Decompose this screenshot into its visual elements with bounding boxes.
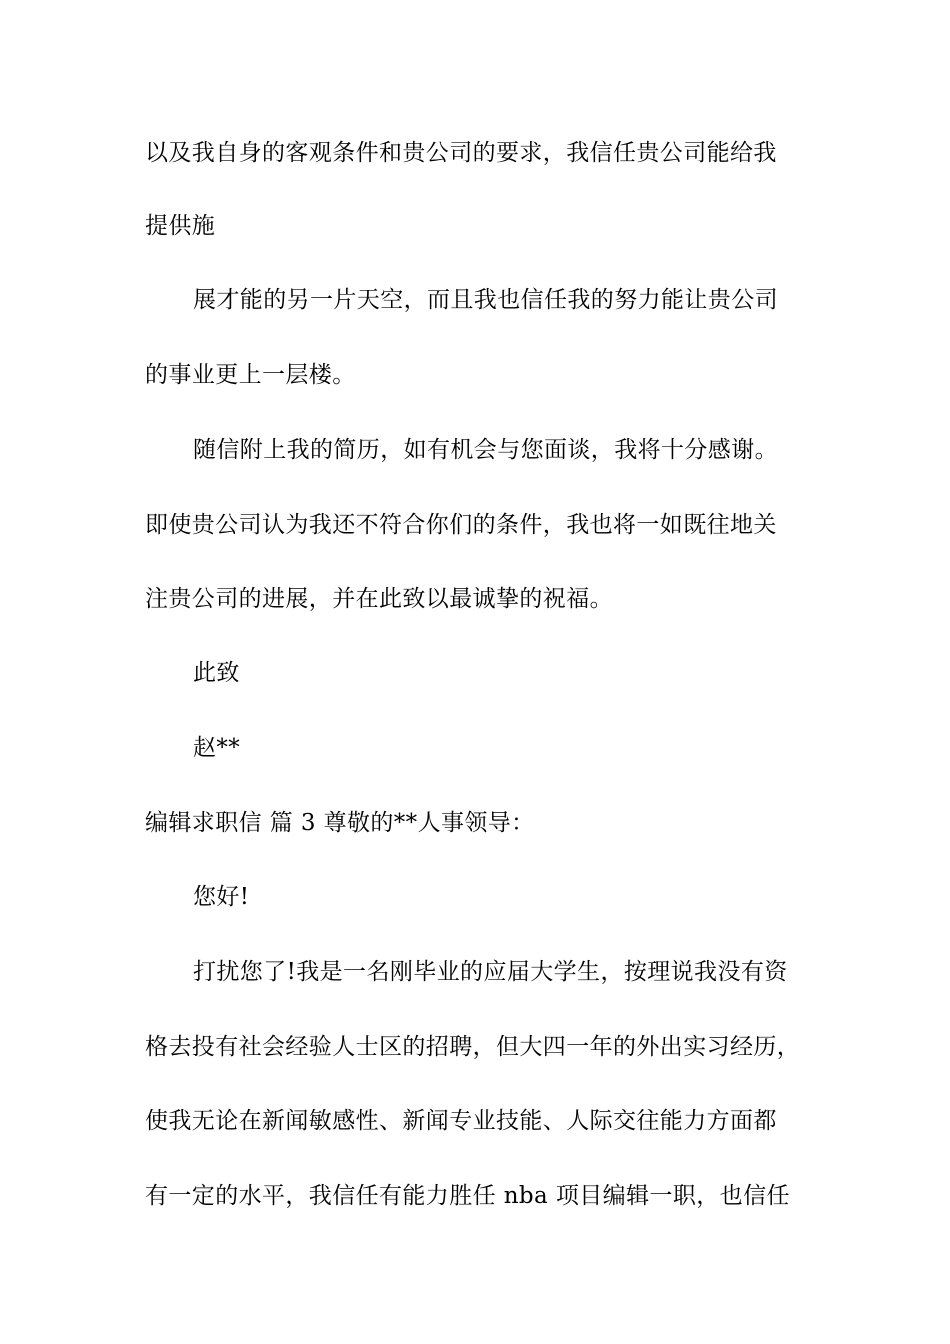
greeting: 您好! xyxy=(193,884,250,910)
paragraph-line: 使我无论在新闻敏感性、新闻专业技能、人际交往能力方面都 xyxy=(145,1108,777,1134)
paragraph-line: 展才能的另一片天空，而且我也信任我的努力能让贵公司 xyxy=(193,287,778,313)
paragraph-line: 以及我自身的客观条件和贵公司的要求，我信任贵公司能给我 xyxy=(145,140,777,166)
paragraph-line: 即使贵公司认为我还不符合你们的条件，我也将一如既往地关 xyxy=(145,512,777,538)
signature-name: 赵** xyxy=(193,735,241,761)
paragraph-line: 的事业更上一层楼。 xyxy=(145,362,356,388)
paragraph-line: 打扰您了!我是一名刚毕业的应届大学生，按理说我没有资 xyxy=(193,959,788,985)
section-heading: 编辑求职信 篇 3 尊敬的**人事领导： xyxy=(145,810,535,836)
paragraph-line: 随信附上我的简历，如有机会与您面谈，我将十分感谢。 xyxy=(193,437,778,463)
closing-salutation: 此致 xyxy=(193,660,240,686)
paragraph-line: 提供施 xyxy=(145,213,216,239)
paragraph-line: 格去投有社会经验人士区的招聘，但大四一年的外出实习经历， xyxy=(145,1034,801,1060)
paragraph-line: 注贵公司的进展，并在此致以最诚挚的祝福。 xyxy=(145,586,613,612)
paragraph-line: 有一定的水平，我信任有能力胜任 nba 项目编辑一职，也信任 xyxy=(145,1183,790,1209)
